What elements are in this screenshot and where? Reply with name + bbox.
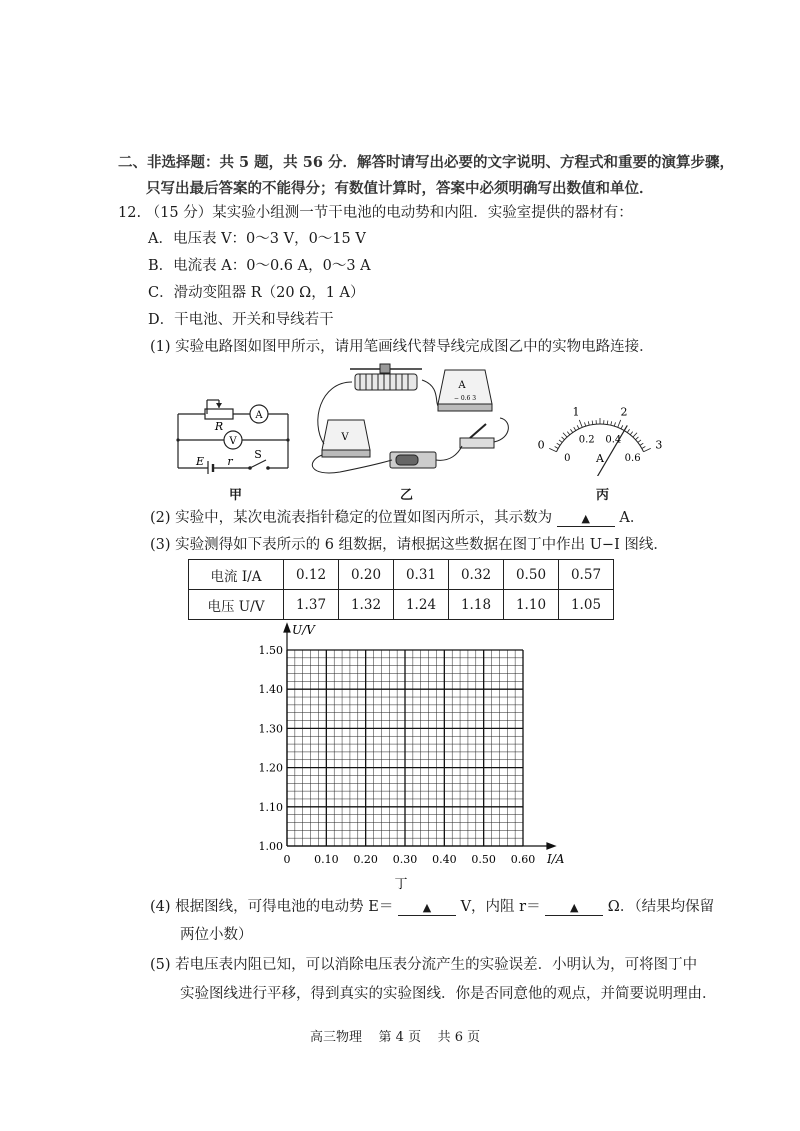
x-tick-label: 0.60 <box>510 853 536 866</box>
dial-tick <box>633 433 637 437</box>
answer-blank-emf[interactable]: ▲ <box>398 901 456 916</box>
option-a: A．电压表 V：0～3 V，0～15 V <box>148 231 366 247</box>
switch-lever <box>250 460 266 468</box>
table-header-voltage: 电压 U/V <box>189 590 284 620</box>
question-intro-text: （15 分）某实验小组测一节干电池的电动势和内阻．实验室提供的器材有： <box>145 205 633 221</box>
table-cell: 1.32 <box>339 590 394 620</box>
dial-tick <box>567 432 570 435</box>
part3-text: (3) 实验测得如下表所示的 6 组数据，请根据这些数据在图丁中作出 U−I 图线． <box>150 537 668 553</box>
section-header-line2: 只写出最后答案的不能得分；有数值计算时，答案中必须明确写出数值和单位． <box>146 180 654 197</box>
label-voltmeter: V <box>229 436 237 447</box>
dial-tick <box>588 421 589 425</box>
part2-line <box>150 508 644 528</box>
part4-text: (4) 根据图线，可得电池的电动势 E＝ <box>150 899 394 915</box>
x-tick-label: 0 <box>283 853 291 866</box>
part5-line1: (5) 若电压表内阻已知，可以消除电压表分流产生的实验误差．小明认为，可将图丁中 <box>150 957 698 973</box>
dial-tick <box>638 440 641 442</box>
y-axis-arrow <box>284 624 290 632</box>
dial-needle <box>593 425 627 476</box>
dial-outer-1: 1 <box>572 405 580 419</box>
dial-tick <box>557 443 560 445</box>
dial-tick <box>563 433 567 437</box>
x-tick-label: 0.20 <box>353 853 378 866</box>
caption-yi: 乙 <box>400 488 414 503</box>
dial-tick <box>611 421 612 425</box>
table-header-current: 电流 I/A <box>189 560 284 590</box>
y-tick-label: 1.00 <box>258 840 283 853</box>
dial-tick <box>640 443 643 445</box>
y-tick-label: 1.10 <box>258 800 283 814</box>
table-cell: 1.18 <box>449 590 504 620</box>
answer-blank-current[interactable]: ▲ <box>557 512 615 527</box>
y-tick-label: 1.30 <box>258 722 283 736</box>
y-tick-label: 1.40 <box>258 683 283 697</box>
circuit-diagram-jia <box>170 392 295 474</box>
table-cell: 1.37 <box>284 590 339 620</box>
dial-unit: A <box>596 452 604 465</box>
x-tick-label: 0.30 <box>392 853 418 866</box>
ui-graph-ding[interactable] <box>250 615 590 890</box>
dial-inner-2: 0.4 <box>605 434 622 446</box>
question-number: 12. <box>118 205 142 221</box>
part4-mid: V，内阻 r＝ <box>460 899 541 915</box>
option-b: B．电流表 A：0～0.6 A，0～3 A <box>148 258 371 274</box>
dial-tick <box>635 437 638 440</box>
footer-total: 共 6 页 <box>437 1030 481 1045</box>
dial-tick <box>570 429 572 432</box>
table-cell: 0.50 <box>504 560 559 590</box>
x-tick-label: 0.40 <box>432 853 457 866</box>
y-tick-label: 1.20 <box>258 761 283 775</box>
x-tick-label: 0.50 <box>471 853 496 866</box>
yi-ammeter-label: A <box>458 380 466 391</box>
dial-inner-3: 0.6 <box>624 452 641 464</box>
dial-tick <box>562 437 565 440</box>
footer-subject: 高三物理 <box>310 1030 363 1045</box>
section-header-line1: 二、非选择题：共 5 题，共 56 分．解答时请写出必要的文字说明、方程式和重要的演算步骤， <box>118 154 734 171</box>
label-internal-r: r <box>227 455 233 468</box>
question-intro <box>118 203 633 223</box>
dial-tick <box>642 447 645 449</box>
label-switch: S <box>254 448 262 461</box>
part4-post: Ω．（结果均保留 <box>607 899 715 915</box>
part2-unit: A． <box>619 510 645 526</box>
table-cell: 1.10 <box>504 590 559 620</box>
dial-tick <box>574 427 576 430</box>
dial-tick <box>607 421 608 425</box>
rheostat-symbol <box>205 409 233 419</box>
dial-tick <box>579 420 582 427</box>
dial-tick <box>644 448 651 451</box>
label-emf: E <box>195 455 205 468</box>
dial-outer-0: 0 <box>537 438 545 452</box>
x-axis-arrow <box>547 843 555 849</box>
table-cell: 0.31 <box>394 560 449 590</box>
answer-blank-resistance[interactable]: ▲ <box>545 901 603 916</box>
part4-line <box>150 897 714 917</box>
option-c: C．滑动变阻器 R（20 Ω，1 A） <box>148 285 365 301</box>
caption-bing: 丙 <box>596 488 610 503</box>
x-tick-label: 0.10 <box>314 853 339 866</box>
dial-inner-1: 0.2 <box>578 434 595 446</box>
yi-voltmeter-label: V <box>341 432 349 443</box>
dial-tick <box>621 425 623 429</box>
dial-outer-2: 2 <box>620 405 628 419</box>
chart-xlabel: I/A <box>547 852 565 866</box>
label-r-resistor: R <box>214 420 224 433</box>
table-cell: 0.20 <box>339 560 394 590</box>
table-cell: 1.24 <box>394 590 449 620</box>
part1-text: (1) 实验电路图如图甲所示，请用笔画线代替导线完成图乙中的实物电路连接． <box>150 339 654 355</box>
part2-text: (2) 实验中，某次电流表指针稳定的位置如图丙所示，其示数为 <box>150 510 553 526</box>
page-footer <box>310 1026 480 1045</box>
dial-tick <box>577 425 579 429</box>
dial-tick <box>559 440 562 442</box>
chart-ylabel: U/V <box>292 623 315 637</box>
dial-tick <box>555 447 558 449</box>
dial-tick <box>585 422 586 426</box>
footer-page: 第 4 页 <box>378 1030 422 1045</box>
dial-tick <box>592 421 593 425</box>
table-cell: 1.05 <box>559 590 614 620</box>
dial-tick <box>627 429 629 432</box>
dial-tick <box>549 448 556 451</box>
dial-inner-0: 0 <box>564 452 571 464</box>
data-table <box>188 559 614 620</box>
caption-jia: 甲 <box>229 488 243 503</box>
table-row-current <box>189 560 614 590</box>
table-cell: 0.32 <box>449 560 504 590</box>
switch-device <box>460 438 494 448</box>
dial-outer-3: 3 <box>655 438 663 452</box>
chart-title: 丁 <box>394 877 408 890</box>
yi-ammeter-scale: − 0.6 3 <box>453 395 477 402</box>
table-cell: 0.57 <box>559 560 614 590</box>
dial-tick <box>614 422 615 426</box>
ammeter-dial-bing <box>530 400 670 476</box>
y-tick-label: 1.50 <box>258 644 283 657</box>
part4-line2: 两位小数） <box>180 927 253 943</box>
dial-tick <box>630 432 633 435</box>
apparatus-yi <box>300 362 520 480</box>
label-ammeter: A <box>255 410 263 421</box>
part5-line2: 实验图线进行平移，得到真实的实验图线．你是否同意他的观点，并简要说明理由． <box>180 986 717 1002</box>
table-cell: 0.12 <box>284 560 339 590</box>
option-d: D．干电池、开关和导线若干 <box>148 312 334 328</box>
dial-tick <box>618 420 621 427</box>
